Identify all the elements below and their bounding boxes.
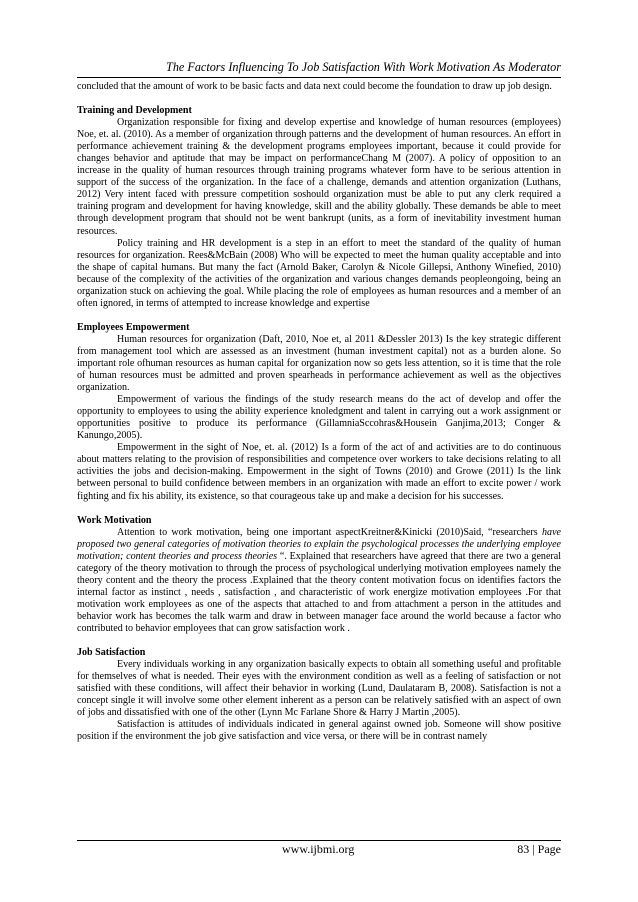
section-heading-training: Training and Development <box>77 105 192 117</box>
section-gap <box>77 503 561 515</box>
running-header: The Factors Influencing To Job Satisfaction With Work Motivation As Moderator <box>166 60 561 74</box>
training-paragraph-2: Policy training and HR development is a step in an effort to meet the standard of the quality of human resources for organization. Rees&McBain (2008) Who will be expected to meet the human quality acceptable and into the shape of capital humans. But many the fact (Arnold Baker, Carolyn & Nicole Gillepsi, Anthony Winefied, 2010) because of the complexity of the activities of the organization and various changes demands peopleongoing, being an organization stuck on achieving the goal. While placing the role of employees as human resources and a member of an often ignored, in terms of attempted to increase knowledge and expertise <box>77 237 561 309</box>
section-gap <box>77 310 561 322</box>
empowerment-paragraph-1: Human resources for organization (Daft, 2010, Noe et, al 2011 &Dessler 2013) Is the key strategic different from management tool which are assessed as an investment (human investment capital) not as a burden alone. So important role ofhuman resources as human capital for organization now so gets less attention, so it is time that the role of human resources must be admitted and proven spearheads in performance achievement as well as the objectives organization. <box>77 333 561 394</box>
empowerment-paragraph-2: Empowerment of various the findings of the study research means do the act of develop and offer the opportunity to employees to using the ability experience knoledgment and talent in carrying out a work assignment or opportunities positive to produce its performance (GillamniaSccohras&Housein Ganjima,2013; Conger & Kanungo,2005). <box>77 394 561 442</box>
page-number: 83 | Page <box>517 842 561 856</box>
section-heading-satisfaction: Job Satisfaction <box>77 647 146 659</box>
motivation-text-start: Attention to work motivation, being one important aspectKreitner&Kinicki (2010)Said, “researchers <box>117 526 543 538</box>
section-gap <box>77 93 561 105</box>
motivation-quote: have proposed two general categories of motivation theories to explain the psychological processes the underlying employee motivation; content theories and process theories <box>77 526 561 562</box>
section-heading-motivation: Work Motivation <box>77 514 152 526</box>
journal-url: www.ijbmi.org <box>282 842 355 856</box>
section-heading-empowerment: Employees Empowerment <box>77 321 190 333</box>
footer-rule <box>77 840 561 841</box>
satisfaction-paragraph-1: Every individuals working in any organization basically expects to obtain all something useful and profitable for themselves of what is needed. Their eyes with the environment condition as well as a feeling of satisfaction or not satisfied with these conditions, will affect their behavior in working (Lund, Daulataram B, 2008). Satisfaction is not a concept single it will involve some other element inherent as a person can be relatively satisfied with an aspect of own of jobs and dissatisfied with one of the other (Lynn Mc Farlane Shore & Harry J Martin ,2005). <box>77 659 561 719</box>
page-footer <box>77 842 561 858</box>
header-rule <box>77 77 561 78</box>
article-body <box>77 81 561 743</box>
satisfaction-paragraph-2: Satisfaction is attitudes of individuals indicated in general against owned job. Someone will show positive position if the environment the job give satisfaction and vice versa, or there will be in contrast namely <box>77 719 561 743</box>
training-paragraph-1: Organization responsible for fixing and develop expertise and knowledge of human resources (employees) Noe, et. al. (2010). As a member of organization through patterns and the development of human resources. An effort in performance achievement training & the development programs employees important, because it could provide for changes behavior and aptitude that may be impact on performanceChang M (2007). A policy of opposition to an increase in the quality of human resources through training programs whatever form have to be serious attention in support of the success of the organization. In the face of a challenge, demands and attention organization (Luthans, 2012) Very intent faced with pressure competition soshould organization must be able to put any clerk required a training program and development for having knowledge, skill and the ability globally. These demands be able to meet through development program that should not be went bankrupt (units, as a form of inevitability investment human resources. <box>77 117 561 237</box>
section-gap <box>77 635 561 647</box>
empowerment-paragraph-3: Empowerment in the sight of Noe, et. al. (2012) Is a form of the act of and activities are to do continuous about matters relating to the provision of responsibilities and competence over workers to take decisions relating to all activities the jobs and decision-making. Empowerment in the sight of Towns (2010) and Growe (2011) Is the link between personal to build confidence between members in an organization with made an effort to excite power / work fighting and fix his ability, its existence, so that courageous take up and make a decision for his successes. <box>77 442 561 502</box>
intro-paragraph: concluded that the amount of work to be basic facts and data next could become the foundation to draw up job design. <box>77 81 552 92</box>
motivation-text-end: “. Explained that researchers have agreed that there are two a general category of the theory motivation to through the process of psychological underlying motivation employees namely the theory content and the theory the process .Explained that the theory content motivation focus on identifies factors the internal factor as instinct , needs , satisfaction , and characteristic of work energize motivation employees .For that motivation work employees as one of the aspects that attached to and from attachment a person in the attitudes and behavior work has becomes the talk warm and draw in between manager face around the world because a factor who contributed to behavior employees that can grow satisfaction work . <box>77 550 561 634</box>
motivation-paragraph-1 <box>77 527 561 635</box>
